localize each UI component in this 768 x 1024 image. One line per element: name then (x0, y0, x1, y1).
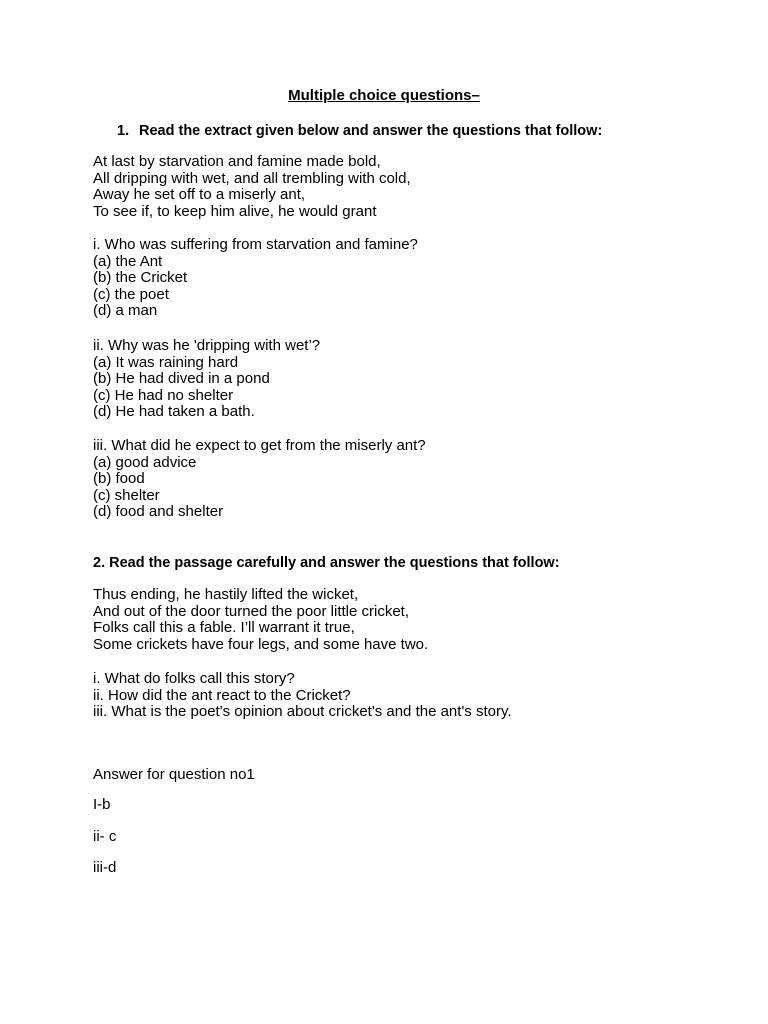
extract-line: And out of the door turned the poor little cricket, (93, 602, 410, 620)
extract-line: To see if, to keep him alive, he would grant (93, 202, 377, 220)
answer-item: ii- c (93, 828, 117, 845)
question-1-extract (93, 154, 411, 220)
mcq-option: (a) It was raining hard (93, 353, 239, 371)
mcq-option: (b) He had dived in a pond (93, 370, 270, 387)
question-item: iii. What is the poet's opinion about cricket's and the ant's story. (93, 703, 512, 720)
mcq-item-2 (93, 338, 320, 421)
question-2-extract (93, 587, 428, 653)
question-2-heading: 2. Read the passage carefully and answer the questions that follow: (93, 555, 560, 571)
mcq-option: (a) good advice (93, 453, 197, 471)
mcq-option: (c) shelter (93, 486, 160, 504)
mcq-item-1 (93, 237, 418, 320)
mcq-option: (b) the Cricket (93, 269, 188, 286)
extract-line: Away he set off to a miserly ant, (93, 186, 306, 203)
mcq-option: (d) He had taken a bath. (93, 403, 255, 420)
mcq-question: iii. What did he expect to get from the miserly ant? (93, 437, 426, 454)
mcq-question: i. Who was suffering from starvation and famine? (93, 236, 418, 253)
question-1-instruction: Read the extract given below and answer the questions that follow: (139, 123, 603, 139)
answer-item: I-b (93, 796, 111, 813)
question-item: ii. How did the ant react to the Cricket? (93, 686, 351, 704)
mcq-option: (a) the Ant (93, 252, 163, 270)
extract-line: Folks call this a fable. I’ll warrant it true, (93, 619, 355, 636)
mcq-option: (c) the poet (93, 285, 169, 303)
mcq-option: (c) He had no shelter (93, 386, 234, 404)
mcq-option: (b) food (93, 470, 145, 487)
answer-item: iii-d (93, 859, 117, 876)
extract-line: Thus ending, he hastily lifted the wicket, (93, 586, 359, 603)
answers-heading: Answer for question no1 (93, 766, 255, 783)
page-title: Multiple choice questions– (288, 87, 480, 104)
question-1-number: 1. (117, 123, 130, 139)
question-2-items (93, 671, 512, 721)
mcq-option: (d) a man (93, 302, 158, 319)
extract-line: All dripping with wet, and all trembling with cold, (93, 169, 411, 187)
extract-line: At last by starvation and famine made bold, (93, 153, 381, 170)
question-item: i. What do folks call this story? (93, 670, 295, 687)
extract-line: Some crickets have four legs, and some have two. (93, 635, 429, 653)
question-1-heading (117, 123, 602, 140)
mcq-option: (d) food and shelter (93, 503, 224, 520)
mcq-item-3 (93, 438, 426, 521)
mcq-question: ii. Why was he 'dripping with wet’? (93, 337, 321, 354)
